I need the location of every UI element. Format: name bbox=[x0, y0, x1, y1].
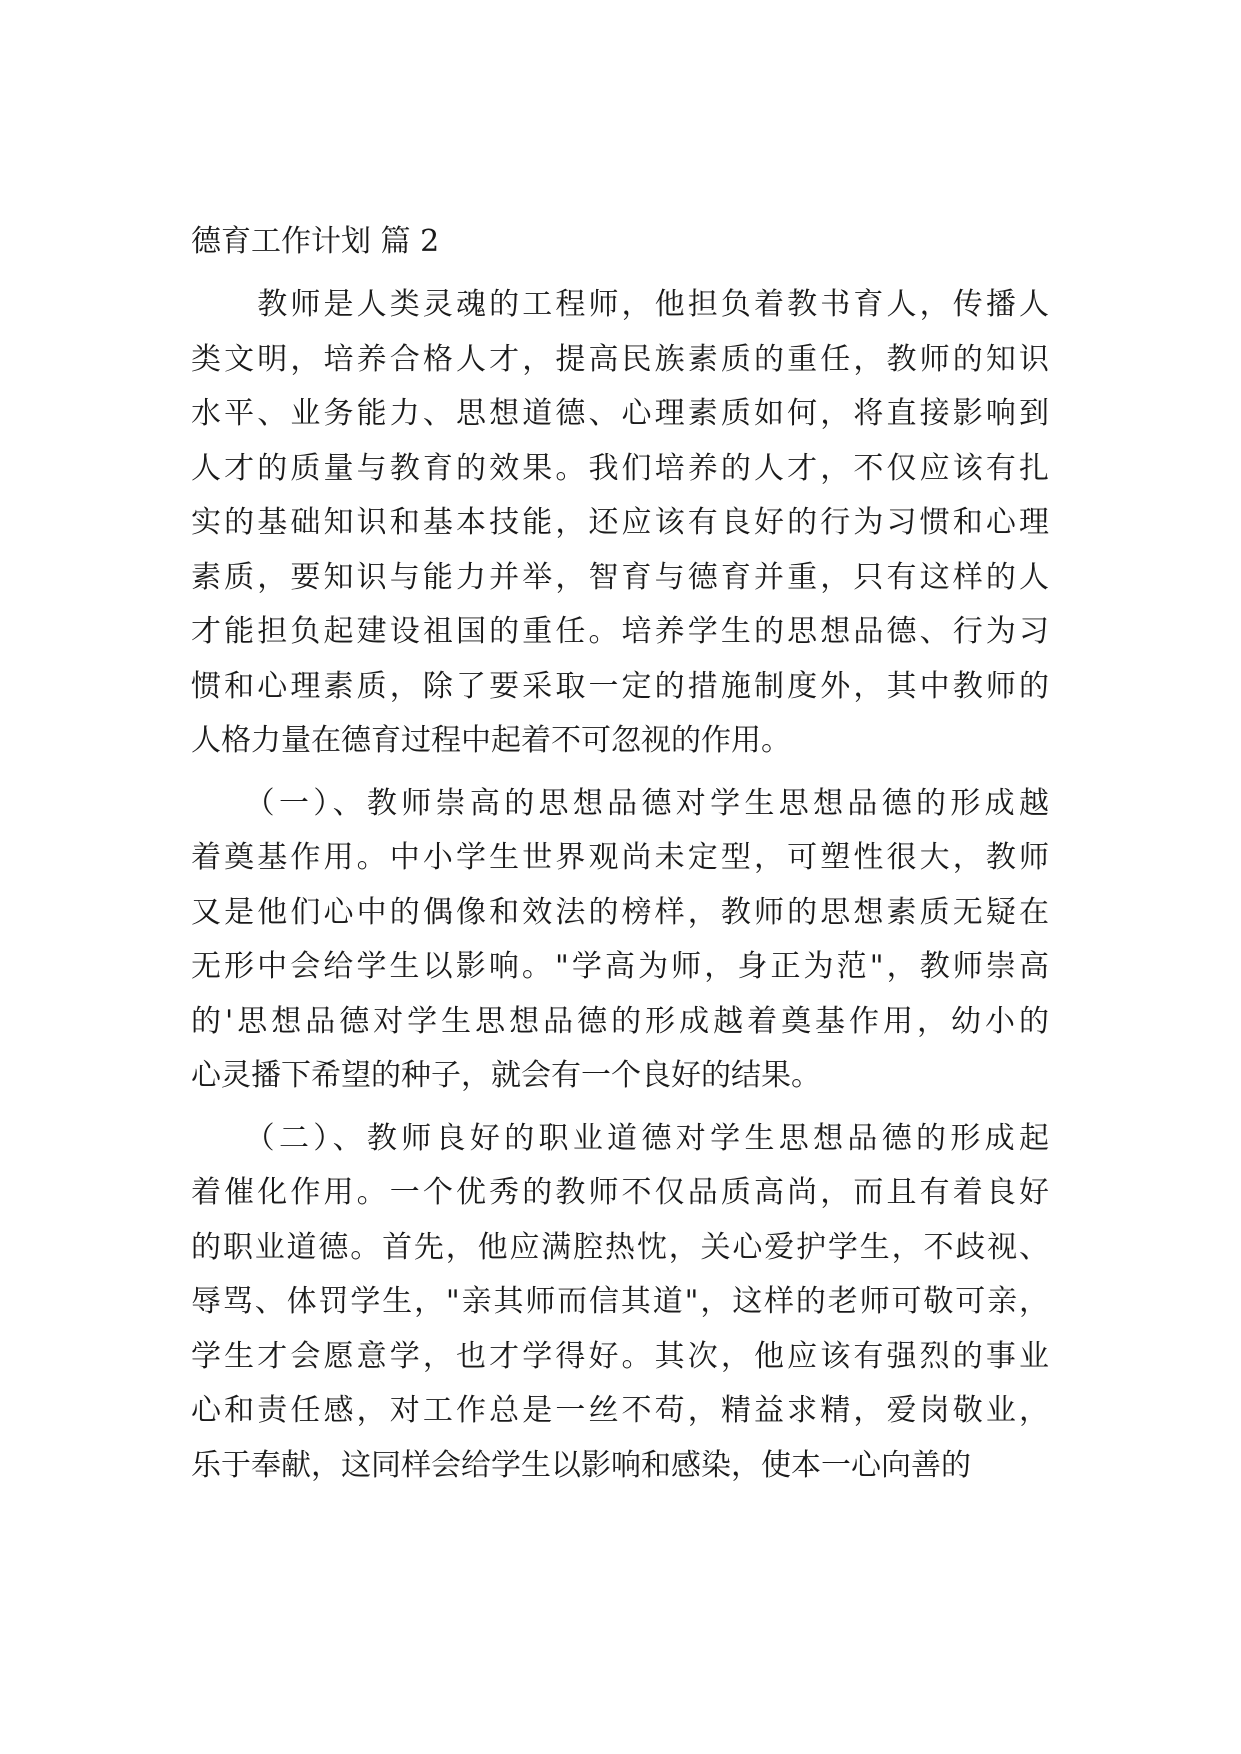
document-title: 德育工作计划 篇 2 bbox=[191, 224, 440, 259]
text-line: 心灵播下希望的种子，就会有一个良好的结果。 bbox=[191, 1058, 821, 1093]
text-line: 人格力量在德育过程中起着不可忽视的作用。 bbox=[191, 723, 791, 758]
text-line: 人才的质量与教育的效果。我们培养的人才，不仅应该有扎 bbox=[191, 450, 1049, 486]
paragraph bbox=[191, 1112, 1049, 1494]
text-line: 乐于奉献，这同样会给学生以影响和感染，使本一心向善的 bbox=[191, 1447, 971, 1483]
text-line: 教师是人类灵魂的工程师，他担负着教书育人，传播人 bbox=[191, 287, 1049, 322]
text-line: 才能担负起建设祖国的重任。培养学生的思想品德、行为习 bbox=[191, 614, 1049, 649]
text-line: 无形中会给学生以影响。"学高为师，身正为范"，教师崇高 bbox=[191, 949, 1049, 984]
text-line: 着催化作用。一个优秀的教师不仅品质高尚，而且有着良好 bbox=[191, 1175, 1049, 1210]
text-line: 心和责任感，对工作总是一丝不苟，精益求精，爱岗敬业， bbox=[191, 1393, 1049, 1428]
paragraph bbox=[191, 777, 1049, 1104]
text-line: 实的基础知识和基本技能，还应该有良好的行为习惯和心理 bbox=[191, 505, 1049, 540]
text-line: 辱骂、体罚学生，"亲其师而信其道"，这样的老师可敬可亲， bbox=[191, 1284, 1049, 1319]
paragraph bbox=[191, 278, 1049, 769]
text-line: 的'思想品德对学生思想品德的形成越着奠基作用，幼小的 bbox=[191, 1003, 1049, 1039]
text-line: 又是他们心中的偶像和效法的榜样，教师的思想素质无疑在 bbox=[191, 894, 1049, 930]
text-line: 的职业道德。首先，他应满腔热忱，关心爱护学生，不歧视、 bbox=[191, 1229, 1049, 1265]
text-line: 水平、业务能力、思想道德、心理素质如何，将直接影响到 bbox=[191, 396, 1049, 431]
text-line: 惯和心理素质，除了要采取一定的措施制度外，其中教师的 bbox=[191, 668, 1049, 704]
text-line: 学生才会愿意学，也才学得好。其次，他应该有强烈的事业 bbox=[191, 1338, 1049, 1374]
text-line: （二）、教师良好的职业道德对学生思想品德的形成起 bbox=[191, 1120, 1049, 1156]
text-line: 素质，要知识与能力并举，智育与德育并重，只有这样的人 bbox=[191, 559, 1049, 595]
text-line: （一）、教师崇高的思想品德对学生思想品德的形成越 bbox=[191, 785, 1049, 821]
document-body bbox=[191, 278, 1049, 1501]
text-line: 着奠基作用。中小学生世界观尚未定型，可塑性很大，教师 bbox=[191, 840, 1049, 875]
text-line: 类文明，培养合格人才，提高民族素质的重任，教师的知识 bbox=[191, 341, 1049, 377]
